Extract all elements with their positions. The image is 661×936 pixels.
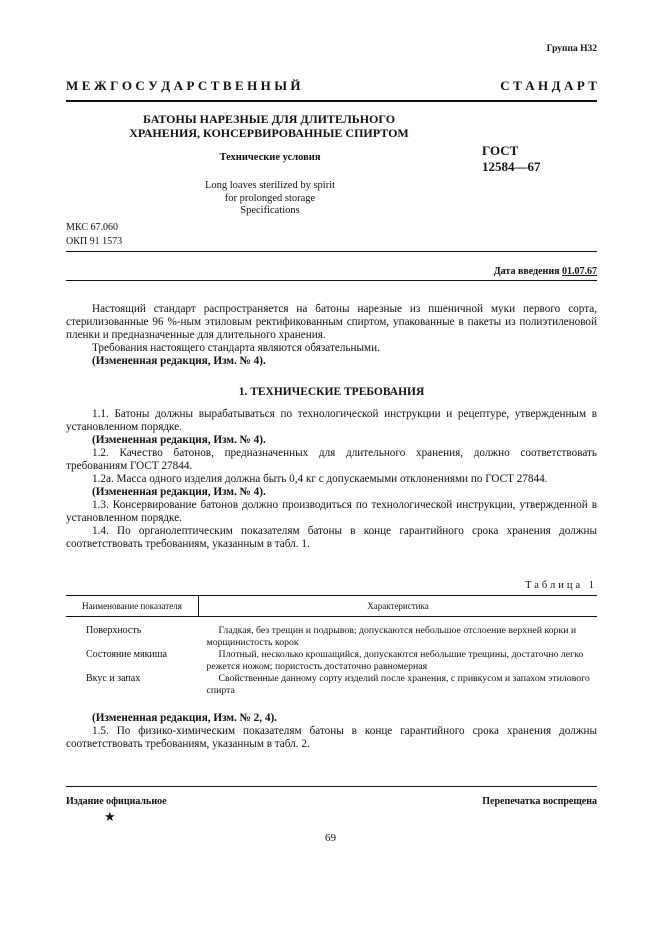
change-note-2: (Измененная редакция, Изм. № 4). [92,486,266,498]
footer-rule [66,786,597,787]
table-caption: Таблица 1 [525,580,597,591]
english-line-2: for prolonged storage [224,192,316,204]
gost-code: 12584—67 [482,159,541,174]
change-note-3: (Измененная редакция, Изм. № 2, 4). [92,712,277,724]
standard-banner [66,78,597,94]
reprint-prohibited: Перепечатка воспрещена [482,796,597,807]
okp-code: ОКП 91 1573 [66,236,123,247]
table-header-row [66,596,597,617]
change-note-1: (Измененная редакция, Изм. № 4). [92,434,266,446]
english-line-3: Specifications [240,205,300,216]
table-cell-value: Гладкая, без трещин и подрывов; допускаются небольшое отслоение верхней корки и морщинистость корок [206,625,577,648]
clause-1-5: 1.5. По физико-химическим показателям батоны в конце гарантийного срока хранения должны соответствовать требованиям, указанным в табл. 2. [66,725,597,750]
clause-1-4: 1.4. По органолептическим показателям батоны в конце гарантийного срока хранения должны соответствовать требованиям, указанным в табл. 1. [66,525,597,550]
english-line-1: Long loaves sterilized by spirit [204,180,336,191]
table-row [66,649,597,673]
section-heading: 1. ТЕХНИЧЕСКИЕ ТРЕБОВАНИЯ [238,386,425,398]
table-row [66,673,597,697]
title-line-2: ХРАНЕНИЯ, КОНСЕРВИРОВАННЫЕ СПИРТОМ [129,126,409,140]
group-code: Группа Н32 [546,44,597,54]
organoleptic-table [66,596,597,697]
clause-1-2a: 1.2а. Масса одного изделия должна быть 0,4 кг с допускаемыми отклонениями по ГОСТ 27844. [92,473,548,485]
table-cell-value: Свойственные данному сорту изделий после хранения, с привкусом и запахом этилового спирта [206,673,590,696]
table-cell-name: Поверхность [86,625,142,636]
section-body [66,408,597,551]
clause-1-1: 1.1. Батоны должны вырабатываться по технологической инструкции и рецептуре, утвержденным в установленном порядке. [66,408,597,433]
table-header-characteristic: Характеристика [199,596,598,617]
effective-date [494,266,597,277]
intro-mandatory: Требования настоящего стандарта являются обязательными. [92,342,380,354]
document-title [110,112,428,140]
clause-1-3: 1.3. Консервирование батонов должно производиться по технологической инструкции, утвержденной в установленном порядке. [66,499,597,524]
table-cell-value: Плотный, несколько крошащийся, допускаются небольшие трещины, достаточно легко режется ножом; пористость достаточно равномерная [206,649,584,672]
effective-date-label: Дата введения [493,266,560,277]
star-icon: ★ [104,809,116,824]
date-rule [66,280,597,281]
page-number: 69 [325,832,336,844]
mks-code: МКС 67.060 [66,222,118,233]
gost-label: ГОСТ [482,143,519,158]
after-table [66,712,597,751]
table-row [66,617,597,650]
standard-word-interstate: М Е Ж Г О С У Д А Р С Т В Е Н Н Ы Й [66,78,301,93]
codes-rule [66,251,597,252]
classification-codes [66,221,122,249]
table-cell-name: Состояние мякиша [86,649,167,660]
effective-date-value: 01.07.67 [562,266,597,277]
gost-number [482,143,541,175]
header-rule [66,100,597,102]
table-cell-name: Вкус и запах [86,673,141,684]
document-subtitle: Технические условия [219,152,321,163]
title-line-1: БАТОНЫ НАРЕЗНЫЕ ДЛЯ ДЛИТЕЛЬНОГО [142,112,396,126]
clause-1-2: 1.2. Качество батонов, предназначенных для длительного хранения, должно соответствовать требованиям ГОСТ 27844. [66,447,597,472]
standard-word-standard: С Т А Н Д А Р Т [500,78,597,93]
official-edition: Издание официальное [66,796,167,807]
english-title [160,180,380,218]
intro-change-note: (Измененная редакция, Изм. № 4). [92,355,266,367]
intro [66,303,597,368]
intro-paragraph: Настоящий стандарт распространяется на батоны нарезные из пшеничной муки первого сорта, стерилизованные 96 %-ным этиловым ректификованным спиртом, упакованные в пакеты из полиэтиленовой пленки и предназначенные для длительного хранения. [66,303,597,341]
table-header-indicator: Наименование показателя [66,596,199,617]
